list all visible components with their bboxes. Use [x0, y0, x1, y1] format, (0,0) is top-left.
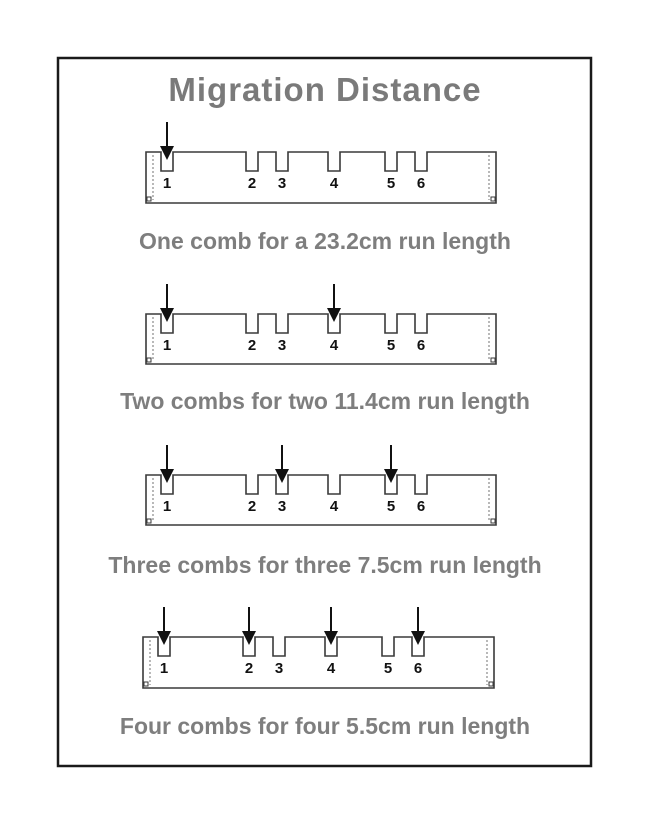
- well-label-3: 3: [277, 175, 287, 192]
- well-label-6: 6: [416, 175, 426, 192]
- well-label-5: 5: [386, 175, 396, 192]
- gel-corner-mark: [144, 682, 148, 686]
- diagram-title: Migration Distance: [168, 71, 482, 108]
- gel-corner-mark: [491, 197, 495, 201]
- well-label-4: 4: [329, 337, 339, 354]
- gel-corner-mark: [147, 519, 151, 523]
- well-label-5: 5: [386, 498, 396, 515]
- well-label-1: 1: [162, 175, 172, 192]
- well-label-1: 1: [162, 498, 172, 515]
- panel-caption: Two combs for two 11.4cm run length: [120, 388, 530, 414]
- well-label-5: 5: [386, 337, 396, 354]
- well-label-3: 3: [277, 498, 287, 515]
- well-label-2: 2: [247, 175, 257, 192]
- gel-corner-mark: [491, 519, 495, 523]
- gel-corner-mark: [491, 358, 495, 362]
- well-label-2: 2: [247, 498, 257, 515]
- well-label-6: 6: [416, 498, 426, 515]
- well-label-4: 4: [329, 175, 339, 192]
- well-label-6: 6: [416, 337, 426, 354]
- well-label-1: 1: [162, 337, 172, 354]
- well-label-5: 5: [383, 660, 393, 677]
- gel-corner-mark: [147, 358, 151, 362]
- panel-caption: One comb for a 23.2cm run length: [139, 228, 511, 254]
- panel-caption: Four combs for four 5.5cm run length: [119, 713, 531, 739]
- well-label-3: 3: [274, 660, 284, 677]
- well-label-4: 4: [326, 660, 336, 677]
- well-label-3: 3: [277, 337, 287, 354]
- well-label-6: 6: [413, 660, 423, 677]
- gel-corner-mark: [489, 682, 493, 686]
- well-label-2: 2: [247, 337, 257, 354]
- well-label-1: 1: [159, 660, 169, 677]
- gel-corner-mark: [147, 197, 151, 201]
- panel-caption: Three combs for three 7.5cm run length: [108, 552, 542, 578]
- well-label-4: 4: [329, 498, 339, 515]
- well-label-2: 2: [244, 660, 254, 677]
